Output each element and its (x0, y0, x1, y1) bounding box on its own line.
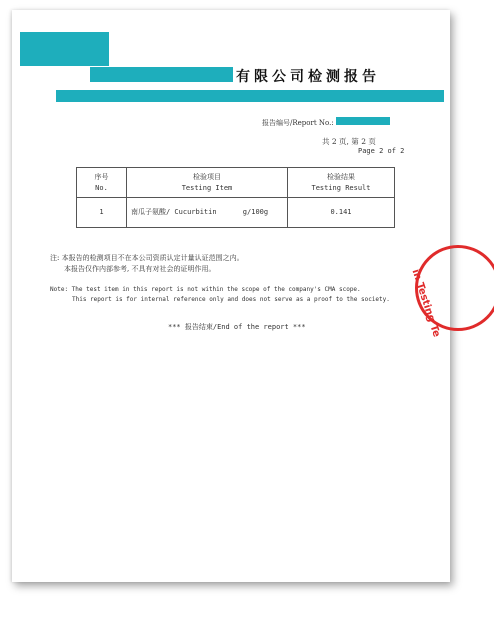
redacted-header-bar (56, 90, 444, 102)
end-of-report: *** 报告结束/End of the report *** (168, 323, 306, 331)
page-count-en: Page 2 of 2 (358, 147, 405, 155)
cell-item-name: 南瓜子氨酸/ Cucurbitin (131, 208, 217, 216)
table-row (77, 198, 395, 228)
cell-result: 0.141 (288, 198, 395, 228)
seal-text: in Testing Te (409, 268, 442, 339)
header-item (127, 168, 288, 198)
header-result-cn: 检验结果 (327, 172, 355, 181)
table-header-row (77, 168, 395, 198)
cell-item (127, 198, 288, 228)
header-item-cn: 检验项目 (193, 172, 221, 181)
note-en-line-1: Note: The test item in this report is not within the scope of the company's CMA scope. (50, 286, 361, 293)
header-no-cn: 序号 (94, 172, 109, 181)
results-table (76, 167, 395, 228)
note-cn-line-2: 本报告仅作内部参考, 不具有对社会的证明作用。 (64, 265, 216, 273)
header-item-en: Testing Item (181, 183, 233, 192)
header-no (77, 168, 127, 198)
note-en-line-2: This report is for internal reference only and does not serve as a proof to the society. (72, 296, 390, 303)
cell-no: 1 (77, 198, 127, 228)
report-number-label: 报告编号/Report No.: (262, 119, 334, 127)
redacted-company-name (90, 67, 233, 82)
note-cn-line-1: 注: 本报告的检测项目不在本公司资质认定计量认证范围之内。 (50, 254, 244, 262)
redacted-report-number (336, 117, 390, 125)
header-result (288, 168, 395, 198)
header-result-en: Testing Result (311, 183, 371, 192)
redacted-logo (20, 32, 109, 66)
cell-item-unit: g/100g (242, 208, 269, 216)
report-title: 有限公司检测报告 (236, 69, 380, 85)
header-no-en: No. (95, 183, 108, 192)
page-count-cn: 共 2 页, 第 2 页 (322, 137, 376, 146)
